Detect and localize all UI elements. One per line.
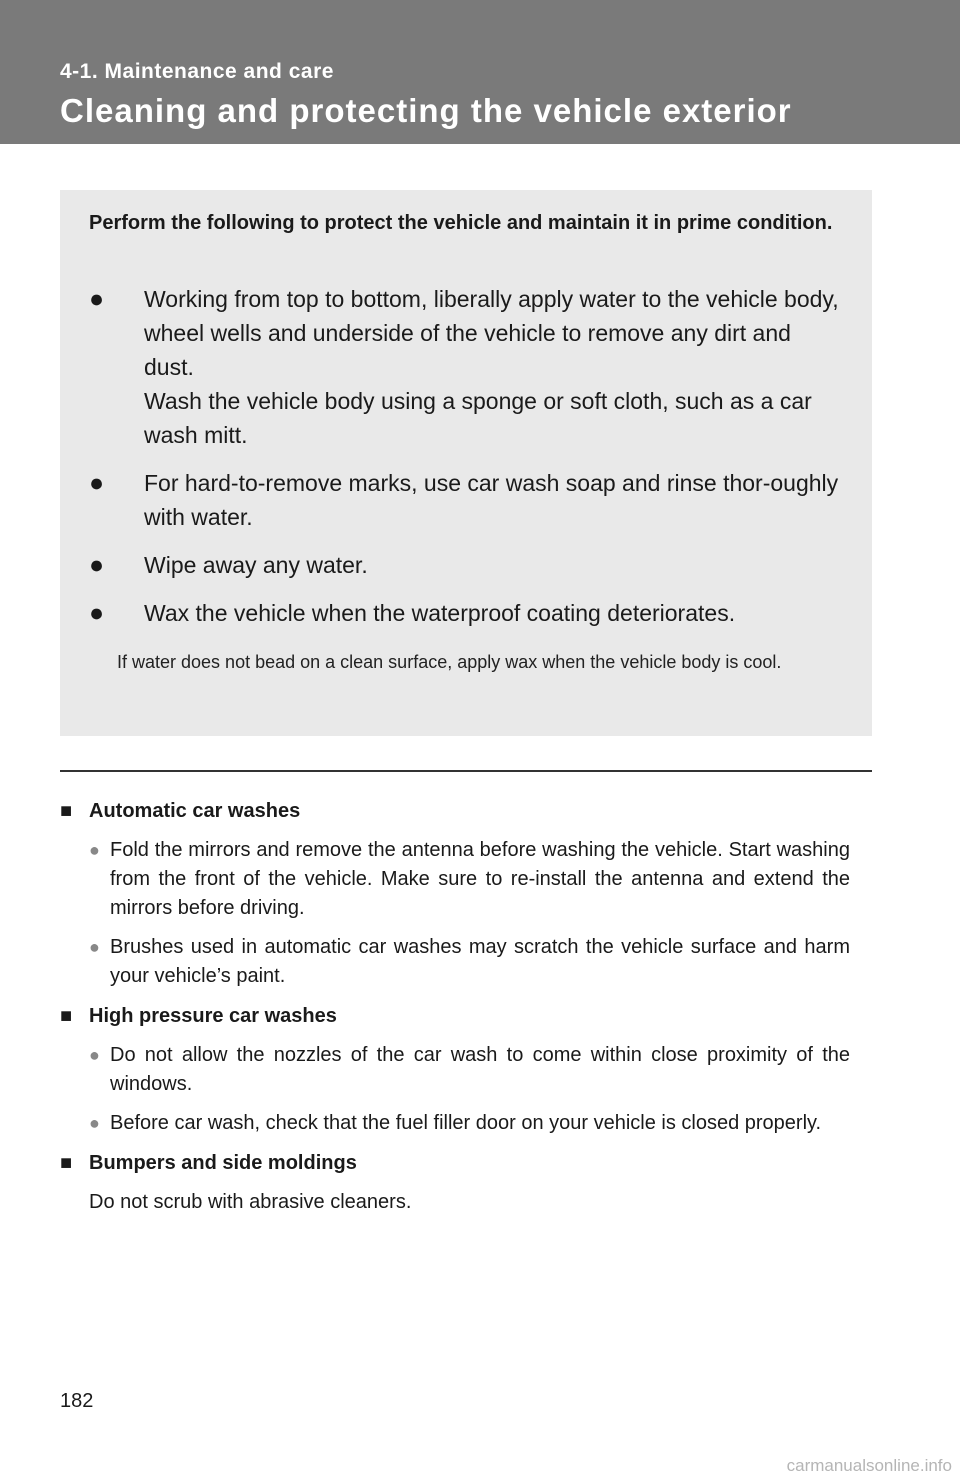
note-item	[60, 836, 850, 923]
bullet-icon: ●	[89, 599, 105, 627]
bullet-icon: ●	[89, 285, 105, 313]
note-item-text: Before car wash, check that the fuel filler door on your vehicle is closed properly.	[110, 1112, 822, 1134]
note-heading-text: Bumpers and side moldings	[89, 1152, 357, 1174]
note-item-text: Do not allow the nozzles of the car wash to come within close proximity of the windows.	[110, 1044, 850, 1095]
note-item	[60, 1109, 850, 1138]
intro-bullet	[89, 466, 841, 534]
intro-bullet-subtext: Wash the vehicle body using a sponge or soft cloth, such as a car wash mitt.	[144, 388, 812, 448]
section-label: 4-1. Maintenance and care	[60, 60, 334, 83]
bullet-icon: ●	[89, 937, 100, 957]
square-bullet-icon: ■	[60, 800, 73, 822]
divider	[60, 770, 872, 772]
intro-note: If water does not bead on a clean surface, apply wax when the vehicle body is cool.	[117, 652, 782, 672]
page-number: 182	[60, 1390, 94, 1412]
note-item-text: Fold the mirrors and remove the antenna before washing the vehicle. Start washing from the front of the vehicle. Make sure to re-install the antenna and extend the mirrors before driving.	[110, 839, 850, 919]
note-heading-text: Automatic car washes	[89, 800, 301, 822]
intro-bullet-text: Working from top to bottom, liberally apply water to the vehicle body, wheel wells and underside of the vehicle to remove any dirt and dust.	[144, 286, 839, 380]
page-header	[0, 0, 960, 144]
intro-bullet	[89, 548, 841, 582]
note-item	[60, 933, 850, 991]
square-bullet-icon: ■	[60, 1152, 73, 1174]
watermark: carmanualsonline.info	[786, 1456, 952, 1475]
intro-bullet-text: Wipe away any water.	[144, 552, 368, 578]
notes-section	[60, 796, 850, 1217]
note-heading-text: High pressure car washes	[89, 1005, 337, 1027]
intro-box	[60, 190, 872, 736]
bullet-icon: ●	[89, 840, 100, 860]
intro-bullet-text: Wax the vehicle when the waterproof coating deteriorates.	[144, 600, 736, 626]
note-item-text: Brushes used in automatic car washes may scratch the vehicle surface and harm your vehicle’s paint.	[110, 936, 850, 987]
bullet-icon: ●	[89, 1045, 100, 1065]
note-heading-high-pressure	[60, 1001, 850, 1031]
page-title: Cleaning and protecting the vehicle exterior	[60, 92, 792, 129]
intro-lead: Perform the following to protect the vehicle and maintain it in prime condition.	[89, 212, 833, 234]
note-plain-text: Do not scrub with abrasive cleaners.	[89, 1191, 412, 1213]
intro-bullet-list	[89, 282, 841, 644]
intro-bullet-text: For hard-to-remove marks, use car wash soap and rinse thor-oughly with water.	[144, 470, 839, 530]
bullet-icon: ●	[89, 1113, 100, 1133]
note-heading-bumpers	[60, 1148, 850, 1178]
square-bullet-icon: ■	[60, 1005, 73, 1027]
intro-bullet	[89, 596, 841, 630]
intro-bullet	[89, 282, 841, 452]
bullet-icon: ●	[89, 469, 105, 497]
note-item	[60, 1041, 850, 1099]
note-heading-automatic	[60, 796, 850, 826]
bullet-icon: ●	[89, 551, 105, 579]
